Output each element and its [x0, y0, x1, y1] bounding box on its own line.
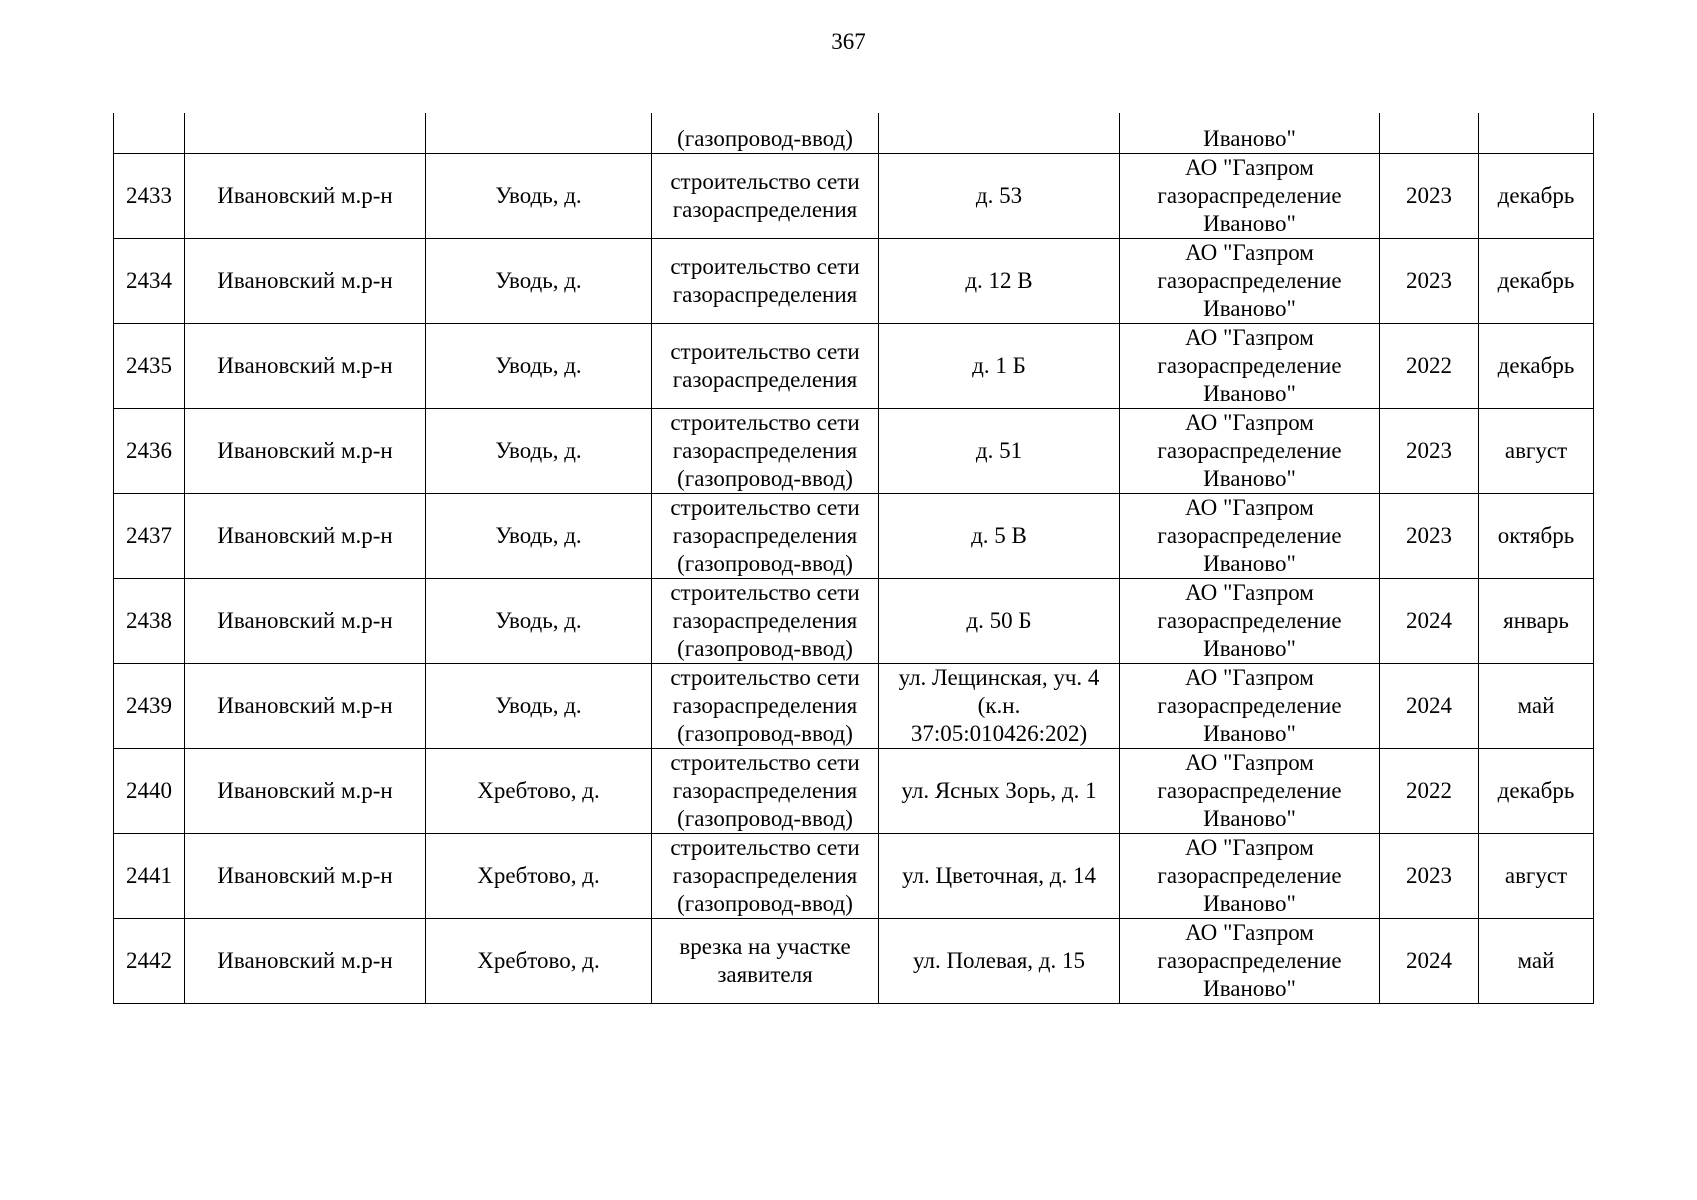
table-row: [114, 748, 1594, 833]
cell-work-type: строительство сети газораспределения (газопровод-ввод): [652, 493, 879, 578]
cell-address: д. 53: [879, 153, 1120, 238]
cell-settlement: [426, 113, 652, 153]
cell-month: декабрь: [1479, 153, 1594, 238]
cell-organization: АО "Газпром газораспределение Иваново": [1120, 833, 1380, 918]
cell-month: октябрь: [1479, 493, 1594, 578]
table-row: [114, 408, 1594, 493]
cell-number: 2435: [114, 323, 185, 408]
cell-organization: АО "Газпром газораспределение Иваново": [1120, 918, 1380, 1003]
page-number: 367: [831, 29, 866, 54]
cell-settlement: Хребтово, д.: [426, 833, 652, 918]
cell-work-type: строительство сети газораспределения: [652, 323, 879, 408]
cell-district: Ивановский м.р-н: [185, 408, 426, 493]
cell-year: 2023: [1380, 408, 1479, 493]
cell-year: 2022: [1380, 323, 1479, 408]
cell-settlement: Уводь, д.: [426, 578, 652, 663]
cell-work-type: строительство сети газораспределения: [652, 238, 879, 323]
cell-address: ул. Полевая, д. 15: [879, 918, 1120, 1003]
cell-month: декабрь: [1479, 748, 1594, 833]
table-row: [114, 153, 1594, 238]
cell-month: [1479, 113, 1594, 153]
cell-month: декабрь: [1479, 323, 1594, 408]
cell-address: д. 1 Б: [879, 323, 1120, 408]
cell-work-type: строительство сети газораспределения (газопровод-ввод): [652, 578, 879, 663]
cell-number: 2441: [114, 833, 185, 918]
cell-number: 2434: [114, 238, 185, 323]
cell-address: [879, 113, 1120, 153]
cell-district: Ивановский м.р-н: [185, 748, 426, 833]
cell-year: 2023: [1380, 153, 1479, 238]
cell-number: 2440: [114, 748, 185, 833]
cell-number: 2436: [114, 408, 185, 493]
cell-district: Ивановский м.р-н: [185, 833, 426, 918]
cell-organization: АО "Газпром газораспределение Иваново": [1120, 663, 1380, 748]
cell-district: Ивановский м.р-н: [185, 493, 426, 578]
cell-work-type: строительство сети газораспределения (газопровод-ввод): [652, 748, 879, 833]
cell-settlement: Уводь, д.: [426, 408, 652, 493]
cell-district: Ивановский м.р-н: [185, 323, 426, 408]
cell-month: май: [1479, 663, 1594, 748]
cell-address: ул. Ясных Зорь, д. 1: [879, 748, 1120, 833]
table-row: [114, 323, 1594, 408]
cell-district: Ивановский м.р-н: [185, 578, 426, 663]
cell-address: д. 12 В: [879, 238, 1120, 323]
cell-year: 2023: [1380, 833, 1479, 918]
cell-month: август: [1479, 833, 1594, 918]
cell-address: д. 5 В: [879, 493, 1120, 578]
cell-month: декабрь: [1479, 238, 1594, 323]
cell-month: август: [1479, 408, 1594, 493]
cell-year: 2024: [1380, 578, 1479, 663]
cell-work-type: строительство сети газораспределения (газопровод-ввод): [652, 408, 879, 493]
cell-number: 2442: [114, 918, 185, 1003]
cell-work-type: строительство сети газораспределения (газопровод-ввод): [652, 833, 879, 918]
cell-year: 2024: [1380, 663, 1479, 748]
cell-district: [185, 113, 426, 153]
cell-organization: АО "Газпром газораспределение Иваново": [1120, 748, 1380, 833]
gas-connection-table: [113, 113, 1594, 1004]
cell-district: Ивановский м.р-н: [185, 663, 426, 748]
cell-settlement: Хребтово, д.: [426, 918, 652, 1003]
cell-settlement: Хребтово, д.: [426, 748, 652, 833]
cell-year: 2022: [1380, 748, 1479, 833]
cell-settlement: Уводь, д.: [426, 663, 652, 748]
table-row: [114, 238, 1594, 323]
cell-address: ул. Цветочная, д. 14: [879, 833, 1120, 918]
cell-organization: АО "Газпром газораспределение Иваново": [1120, 578, 1380, 663]
cell-organization: Иваново": [1120, 113, 1380, 153]
cell-settlement: Уводь, д.: [426, 153, 652, 238]
cell-organization: АО "Газпром газораспределение Иваново": [1120, 323, 1380, 408]
cell-year: 2024: [1380, 918, 1479, 1003]
table-row: [114, 493, 1594, 578]
cell-year: 2023: [1380, 493, 1479, 578]
cell-number: 2437: [114, 493, 185, 578]
cell-address: д. 51: [879, 408, 1120, 493]
table-row: [114, 578, 1594, 663]
cell-month: май: [1479, 918, 1594, 1003]
cell-work-type: строительство сети газораспределения: [652, 153, 879, 238]
table-row: [114, 833, 1594, 918]
cell-address: д. 50 Б: [879, 578, 1120, 663]
cell-settlement: Уводь, д.: [426, 238, 652, 323]
table-row: [114, 918, 1594, 1003]
cell-number: 2438: [114, 578, 185, 663]
cell-work-type: врезка на участке заявителя: [652, 918, 879, 1003]
cell-district: Ивановский м.р-н: [185, 918, 426, 1003]
cell-organization: АО "Газпром газораспределение Иваново": [1120, 493, 1380, 578]
cell-number: 2439: [114, 663, 185, 748]
cell-year: [1380, 113, 1479, 153]
cell-work-type: (газопровод-ввод): [652, 113, 879, 153]
cell-organization: АО "Газпром газораспределение Иваново": [1120, 238, 1380, 323]
cell-settlement: Уводь, д.: [426, 493, 652, 578]
cell-organization: АО "Газпром газораспределение Иваново": [1120, 408, 1380, 493]
table-row-continuation: [114, 113, 1594, 153]
cell-year: 2023: [1380, 238, 1479, 323]
cell-number: [114, 113, 185, 153]
cell-month: январь: [1479, 578, 1594, 663]
cell-number: 2433: [114, 153, 185, 238]
cell-settlement: Уводь, д.: [426, 323, 652, 408]
table-row: [114, 663, 1594, 748]
cell-address: ул. Лещинская, уч. 4 (к.н. 37:05:010426:202): [879, 663, 1120, 748]
cell-organization: АО "Газпром газораспределение Иваново": [1120, 153, 1380, 238]
cell-district: Ивановский м.р-н: [185, 153, 426, 238]
cell-work-type: строительство сети газораспределения (газопровод-ввод): [652, 663, 879, 748]
cell-district: Ивановский м.р-н: [185, 238, 426, 323]
